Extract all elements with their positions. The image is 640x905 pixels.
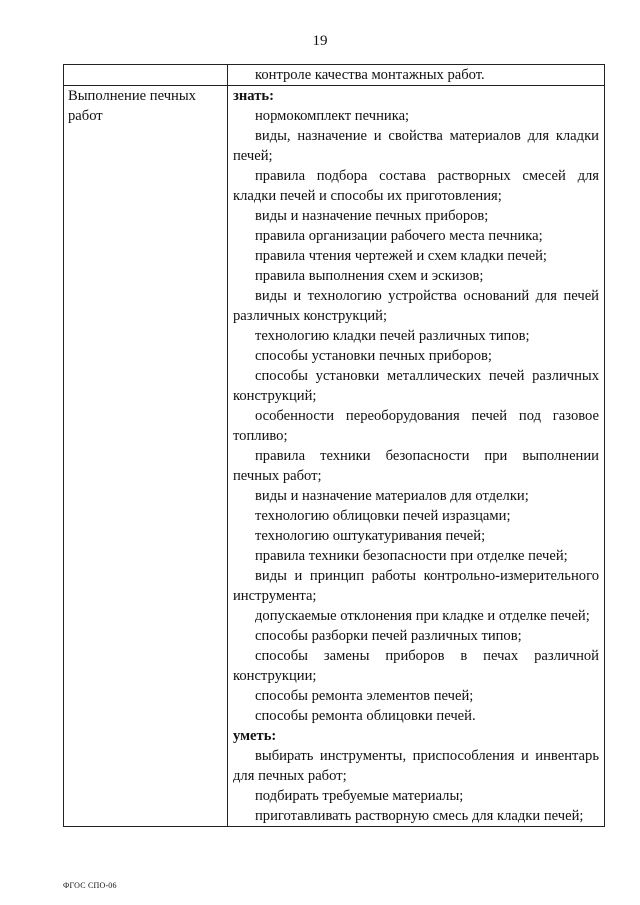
list-item: способы ремонта элементов печей; [255, 688, 474, 704]
list-item: правила техники безопасности при отделке печей; [255, 548, 568, 564]
list-item: способы установки печных приборов; [255, 348, 492, 364]
list-item: виды и назначение материалов для отделки; [255, 488, 529, 504]
list-item: виды и назначение печных приборов; [255, 208, 489, 224]
table-cell [228, 65, 605, 86]
activity-cell [64, 86, 228, 827]
know-list [233, 106, 599, 726]
competency-table [63, 64, 605, 827]
list-item: технологию облицовки печей изразцами; [255, 508, 511, 524]
list-item: правила выполнения схем и эскизов; [255, 268, 484, 284]
list-item: правила техники безопасности при выполнении печных работ; [233, 448, 599, 484]
list-item: способы замены приборов в печах различной конструкции; [233, 648, 599, 684]
list-item: способы ремонта облицовки печей. [255, 708, 476, 724]
list-item: допускаемые отклонения при кладке и отделке печей; [255, 608, 590, 624]
requirements-cell [228, 86, 605, 827]
skill-list [233, 746, 599, 826]
list-item: особенности переоборудования печей под газовое топливо; [233, 408, 599, 444]
list-item: выбирать инструменты, приспособления и инвентарь для печных работ; [233, 748, 599, 784]
continued-text: контроле качества монтажных работ. [255, 67, 485, 83]
activity-name: Выполнение печных работ [68, 88, 196, 124]
table-row [64, 65, 605, 86]
list-item: технологию кладки печей различных типов; [255, 328, 530, 344]
list-item: технологию оштукатуривания печей; [255, 528, 486, 544]
list-item: способы установки металлических печей различных конструкций; [233, 368, 599, 404]
list-item: способы разборки печей различных типов; [255, 628, 522, 644]
list-item: виды и технологию устройства оснований для печей различных конструкций; [233, 288, 599, 324]
skill-heading: уметь: [233, 728, 277, 744]
list-item: правила чтения чертежей и схем кладки печей; [255, 248, 547, 264]
know-heading: знать: [233, 88, 274, 104]
list-item: нормокомплект печника; [255, 108, 410, 124]
list-item: правила организации рабочего места печника; [255, 228, 543, 244]
page-number: 19 [312, 33, 328, 49]
footer-label: ФГОС СПО-06 [63, 881, 117, 890]
list-item: приготавливать растворную смесь для кладки печей; [255, 808, 584, 824]
list-item: виды, назначение и свойства материалов для кладки печей; [233, 128, 599, 164]
table-row [64, 86, 605, 827]
list-item: виды и принцип работы контрольно-измерительного инструмента; [233, 568, 599, 604]
table-cell-empty [64, 65, 228, 86]
list-item: подбирать требуемые материалы; [255, 788, 464, 804]
list-item: правила подбора состава растворных смесей для кладки печей и способы их приготовления; [233, 168, 599, 204]
